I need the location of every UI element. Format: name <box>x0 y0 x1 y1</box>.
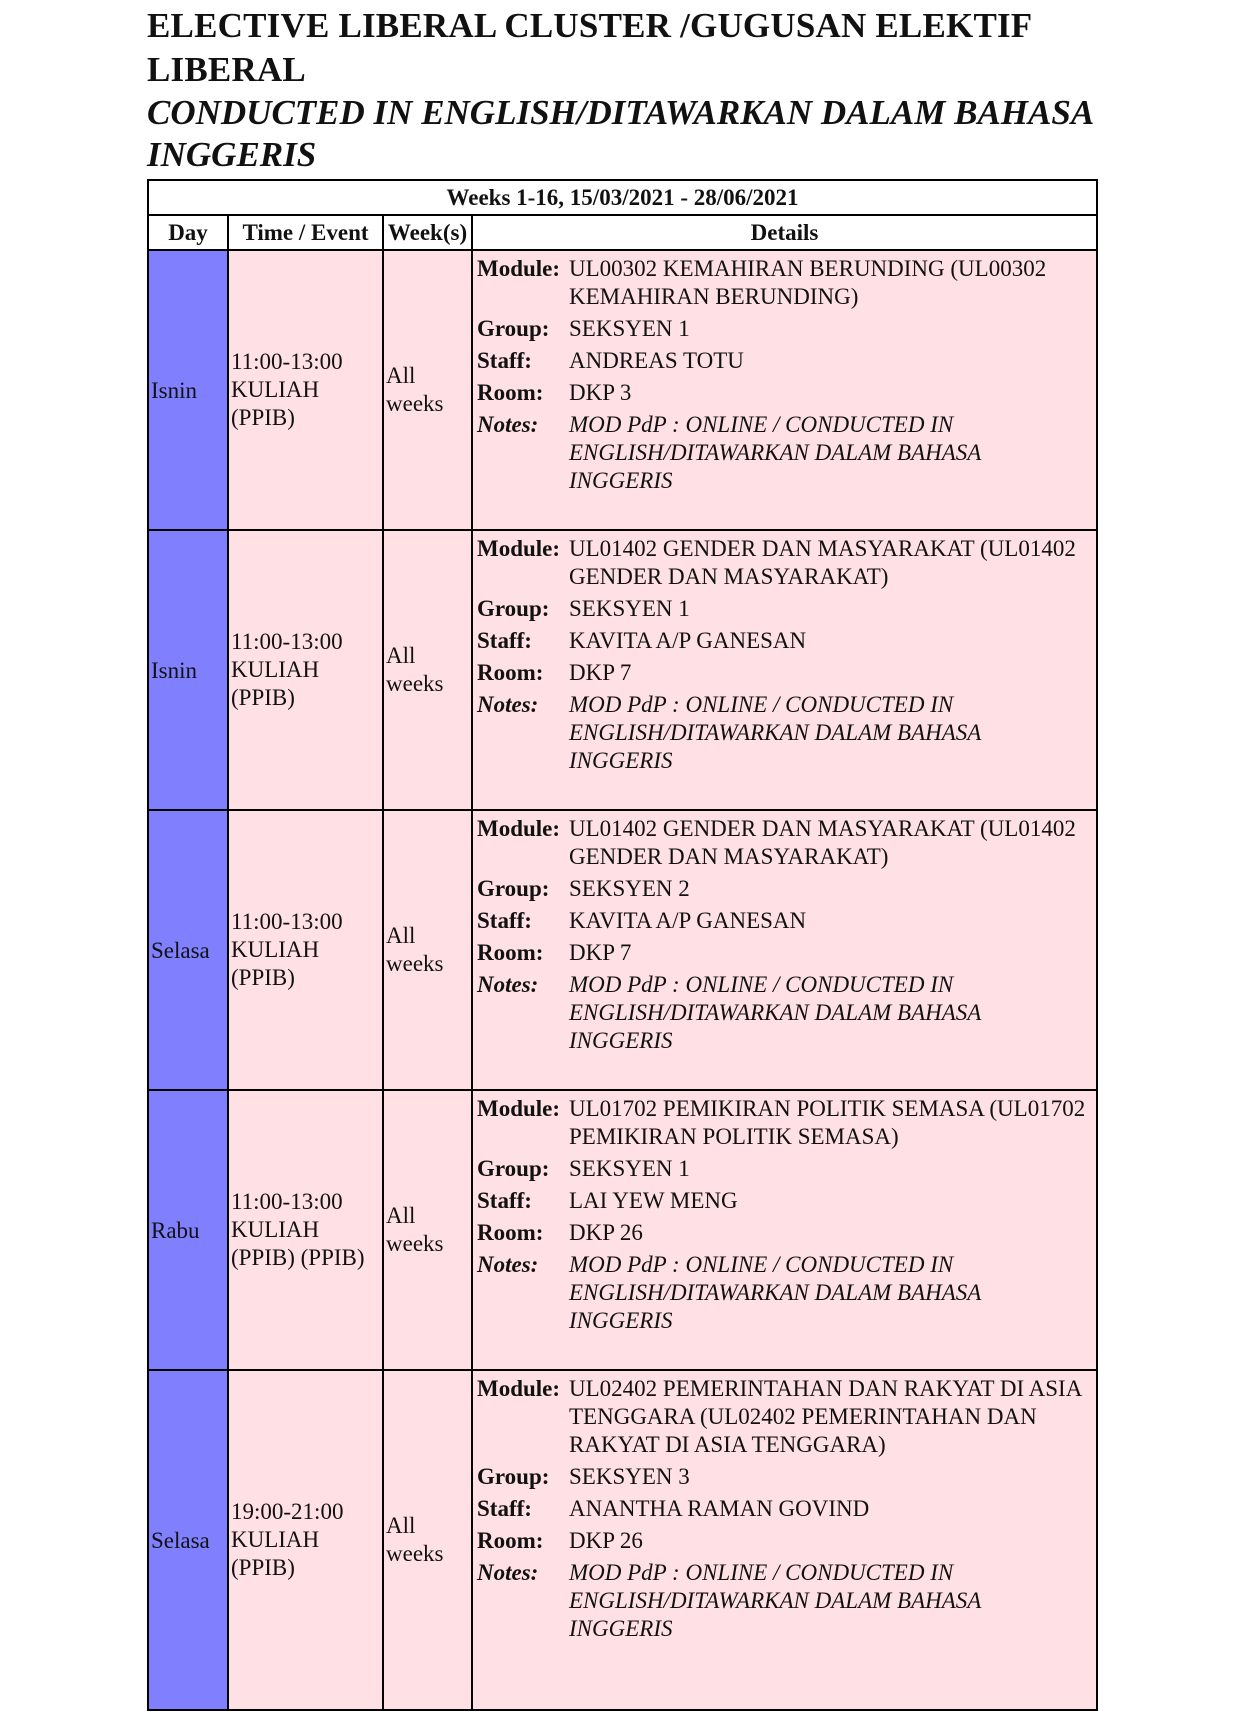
module-value: UL01402 GENDER DAN MASYARAKAT (UL01402 GENDER DAN MASYARAKAT) <box>569 816 1076 869</box>
time-event-cell <box>228 250 383 530</box>
module-value: UL02402 PEMERINTAHAN DAN RAKYAT DI ASIA TENGGARA (UL02402 PEMERINTAHAN DAN RAKYAT DI ASIA TENGGARA) <box>569 1376 1082 1457</box>
day-cell: Isnin <box>148 530 228 810</box>
details-cell <box>472 810 1097 1090</box>
weeks-cell <box>383 530 472 810</box>
event-code-text: (PPIB) (PPIB) <box>231 1245 365 1270</box>
event-text: KULIAH <box>231 937 320 962</box>
weeks-text: All <box>386 1513 416 1538</box>
time-text: 11:00-13:00 <box>231 909 343 934</box>
room-value: DKP 26 <box>569 1220 643 1245</box>
group-label: Group: <box>477 596 550 621</box>
details-cell <box>472 1370 1097 1710</box>
module-label: Module: <box>477 1096 561 1121</box>
weeks-cell <box>383 250 472 530</box>
weeks-cell <box>383 1090 472 1370</box>
staff-label: Staff: <box>477 1188 532 1213</box>
notes-value: MOD PdP : ONLINE / CONDUCTED IN ENGLISH/DITAWARKAN DALAM BAHASA INGGERIS <box>569 972 981 1053</box>
room-row <box>477 379 1090 407</box>
weeks-text: All <box>386 363 416 388</box>
time-event-cell <box>228 810 383 1090</box>
timetable <box>147 179 1098 1711</box>
table-row <box>148 1090 1097 1370</box>
column-header-weeks: Week(s) <box>383 215 472 250</box>
module-label: Module: <box>477 536 561 561</box>
weeks-text: weeks <box>386 391 444 416</box>
page-title: ELECTIVE LIBERAL CLUSTER /GUGUSAN ELEKTIF LIBERAL <box>147 6 1032 89</box>
event-code-text: (PPIB) <box>231 1555 295 1580</box>
room-row <box>477 1219 1090 1247</box>
column-header-day: Day <box>148 215 228 250</box>
room-row <box>477 1527 1090 1555</box>
group-row <box>477 595 1090 623</box>
room-label: Room: <box>477 1220 544 1245</box>
module-row <box>477 1095 1090 1151</box>
group-value: SEKSYEN 2 <box>569 876 690 901</box>
details-cell <box>472 1090 1097 1370</box>
event-code-text: (PPIB) <box>231 685 295 710</box>
time-text: 11:00-13:00 <box>231 629 343 654</box>
time-event-cell <box>228 1090 383 1370</box>
weeks-range-header: Weeks 1-16, 15/03/2021 - 28/06/2021 <box>148 180 1097 215</box>
room-row <box>477 939 1090 967</box>
room-row <box>477 659 1090 687</box>
group-row <box>477 1463 1090 1491</box>
room-label: Room: <box>477 1528 544 1553</box>
group-value: SEKSYEN 1 <box>569 596 690 621</box>
notes-label: Notes: <box>477 412 539 437</box>
module-label: Module: <box>477 816 561 841</box>
room-value: DKP 7 <box>569 660 632 685</box>
weeks-text: All <box>386 643 416 668</box>
table-row <box>148 810 1097 1090</box>
column-header-details: Details <box>472 215 1097 250</box>
title-block <box>147 4 1107 176</box>
column-header-time-event: Time / Event <box>228 215 383 250</box>
module-label: Module: <box>477 1376 561 1401</box>
module-row <box>477 815 1090 871</box>
notes-row <box>477 1251 1090 1335</box>
module-value: UL01402 GENDER DAN MASYARAKAT (UL01402 GENDER DAN MASYARAKAT) <box>569 536 1076 589</box>
room-value: DKP 26 <box>569 1528 643 1553</box>
day-cell: Selasa <box>148 1370 228 1710</box>
day-cell: Selasa <box>148 810 228 1090</box>
table-row <box>148 250 1097 530</box>
room-value: DKP 7 <box>569 940 632 965</box>
staff-value: KAVITA A/P GANESAN <box>569 628 807 653</box>
notes-label: Notes: <box>477 972 539 997</box>
time-text: 19:00-21:00 <box>231 1499 344 1524</box>
weeks-text: All <box>386 1203 416 1228</box>
group-label: Group: <box>477 1464 550 1489</box>
module-row <box>477 535 1090 591</box>
notes-value: MOD PdP : ONLINE / CONDUCTED IN ENGLISH/DITAWARKAN DALAM BAHASA INGGERIS <box>569 412 981 493</box>
weeks-cell <box>383 1370 472 1710</box>
staff-row <box>477 1187 1090 1215</box>
notes-row <box>477 691 1090 775</box>
notes-row <box>477 971 1090 1055</box>
staff-label: Staff: <box>477 908 532 933</box>
notes-row <box>477 1559 1090 1643</box>
staff-row <box>477 907 1090 935</box>
staff-value: LAI YEW MENG <box>569 1188 738 1213</box>
room-value: DKP 3 <box>569 380 632 405</box>
module-row <box>477 1375 1090 1459</box>
time-text: 11:00-13:00 <box>231 1189 343 1214</box>
weeks-text: All <box>386 923 416 948</box>
notes-value: MOD PdP : ONLINE / CONDUCTED IN ENGLISH/DITAWARKAN DALAM BAHASA INGGERIS <box>569 1252 981 1333</box>
staff-value: KAVITA A/P GANESAN <box>569 908 807 933</box>
event-text: KULIAH <box>231 1217 320 1242</box>
event-code-text: (PPIB) <box>231 405 295 430</box>
time-text: 11:00-13:00 <box>231 349 343 374</box>
weeks-text: weeks <box>386 1231 444 1256</box>
group-label: Group: <box>477 1156 550 1181</box>
group-label: Group: <box>477 316 550 341</box>
time-event-cell <box>228 1370 383 1710</box>
group-label: Group: <box>477 876 550 901</box>
module-value: UL01702 PEMIKIRAN POLITIK SEMASA (UL01702 PEMIKIRAN POLITIK SEMASA) <box>569 1096 1086 1149</box>
module-value: UL00302 KEMAHIRAN BERUNDING (UL00302 KEMAHIRAN BERUNDING) <box>569 256 1047 309</box>
room-label: Room: <box>477 660 544 685</box>
room-label: Room: <box>477 380 544 405</box>
staff-label: Staff: <box>477 348 532 373</box>
room-label: Room: <box>477 940 544 965</box>
notes-row <box>477 411 1090 495</box>
notes-label: Notes: <box>477 1252 539 1277</box>
weeks-text: weeks <box>386 1541 444 1566</box>
staff-row <box>477 1495 1090 1523</box>
details-cell <box>472 530 1097 810</box>
day-cell: Isnin <box>148 250 228 530</box>
group-value: SEKSYEN 1 <box>569 316 690 341</box>
weeks-cell <box>383 810 472 1090</box>
group-value: SEKSYEN 1 <box>569 1156 690 1181</box>
group-row <box>477 1155 1090 1183</box>
event-code-text: (PPIB) <box>231 965 295 990</box>
table-row <box>148 530 1097 810</box>
event-text: KULIAH <box>231 1527 320 1552</box>
module-label: Module: <box>477 256 561 281</box>
page-subtitle: CONDUCTED IN ENGLISH/DITAWARKAN DALAM BAHASA INGGERIS <box>147 93 1093 174</box>
day-cell: Rabu <box>148 1090 228 1370</box>
module-row <box>477 255 1090 311</box>
staff-row <box>477 627 1090 655</box>
group-row <box>477 875 1090 903</box>
time-event-cell <box>228 530 383 810</box>
details-cell <box>472 250 1097 530</box>
notes-label: Notes: <box>477 1560 539 1585</box>
weeks-text: weeks <box>386 671 444 696</box>
staff-value: ANDREAS TOTU <box>569 348 744 373</box>
event-text: KULIAH <box>231 657 320 682</box>
notes-label: Notes: <box>477 692 539 717</box>
staff-label: Staff: <box>477 628 532 653</box>
weeks-text: weeks <box>386 951 444 976</box>
notes-value: MOD PdP : ONLINE / CONDUCTED IN ENGLISH/DITAWARKAN DALAM BAHASA INGGERIS <box>569 692 981 773</box>
staff-value: ANANTHA RAMAN GOVIND <box>569 1496 870 1521</box>
group-value: SEKSYEN 3 <box>569 1464 690 1489</box>
event-text: KULIAH <box>231 377 320 402</box>
group-row <box>477 315 1090 343</box>
notes-value: MOD PdP : ONLINE / CONDUCTED IN ENGLISH/DITAWARKAN DALAM BAHASA INGGERIS <box>569 1560 981 1641</box>
staff-row <box>477 347 1090 375</box>
table-row <box>148 1370 1097 1710</box>
staff-label: Staff: <box>477 1496 532 1521</box>
